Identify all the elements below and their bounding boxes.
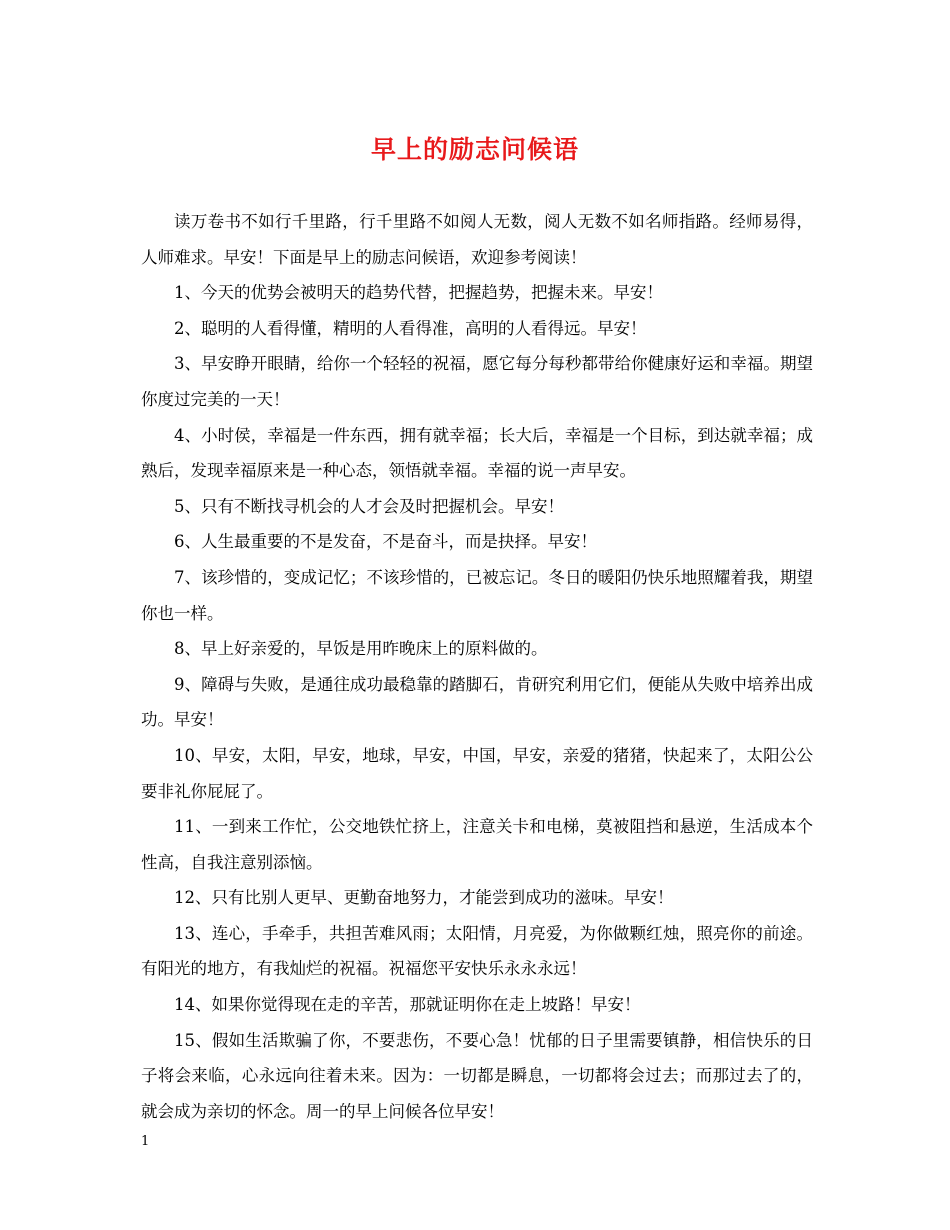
greeting-item-9: 9、障碍与失败，是通往成功最稳靠的踏脚石，肯研究利用它们，便能从失败中培养出成功。早安！ (141, 674, 813, 730)
greeting-item-4: 4、小时侯，幸福是一件东西，拥有就幸福；长大后，幸福是一个目标，到达就幸福；成熟后，发现幸福原来是一种心态，领悟就幸福。幸福的说一声早安。 (141, 425, 813, 481)
greeting-item-13: 13、连心，手牵手，共担苦难风雨；太阳情，月亮爱，为你做颗红烛，照亮你的前途。有阳光的地方，有我灿烂的祝福。祝福您平安快乐永永永远！ (141, 923, 813, 979)
greeting-item-8: 8、早上好亲爱的，早饭是用昨晚床上的原料做的。 (174, 639, 548, 659)
greeting-item-7: 7、该珍惜的，变成记忆；不该珍惜的，已被忘记。冬日的暖阳仍快乐地照耀着我，期望你也一样。 (141, 567, 813, 623)
greeting-item-6: 6、人生最重要的不是发奋，不是奋斗，而是抉择。早安！ (174, 532, 597, 552)
greeting-item-14: 14、如果你觉得现在走的辛苦，那就证明你在走上坡路！早安！ (174, 995, 641, 1015)
intro-paragraph: 读万卷书不如行千里路，行千里路不如阅人无数，阅人无数不如名师指路。经师易得，人师难求。早安！下面是早上的励志问候语，欢迎参考阅读！ (141, 212, 813, 267)
document-body (141, 204, 813, 1129)
greeting-item-3: 3、早安睁开眼睛，给你一个轻轻的祝福，愿它每分每秒都带给你健康好运和幸福。期望你度过完美的一天！ (141, 354, 813, 409)
greeting-item-1: 1、今天的优势会被明天的趋势代替，把握趋势，把握未来。早安！ (174, 283, 663, 303)
greeting-item-12: 12、只有比别人更早、更勤奋地努力，才能尝到成功的滋味。早安！ (174, 888, 674, 908)
greeting-item-11: 11、一到来工作忙，公交地铁忙挤上，注意关卡和电梯，莫被阻挡和悬逆，生活成本个性高，自我注意别添恼。 (141, 817, 813, 872)
greeting-item-15: 15、假如生活欺骗了你，不要悲伤，不要心急！忧郁的日子里需要镇静，相信快乐的日子将会来临，心永远向往着未来。因为：一切都是瞬息，一切都将会过去；而那过去了的，就会成为亲切的怀念。周一的早上问候各位早安！ (141, 1030, 813, 1121)
greeting-item-10: 10、早安，太阳，早安，地球，早安，中国，早安，亲爱的猪猪，快起来了，太阳公公要非礼你屁屁了。 (141, 745, 813, 801)
greeting-item-2: 2、聪明的人看得懂，精明的人看得准，高明的人看得远。早安！ (174, 318, 647, 338)
greeting-item-5: 5、只有不断找寻机会的人才会及时把握机会。早安！ (174, 496, 564, 516)
page-number: 1 (141, 1134, 150, 1149)
document-title: 早上的励志问候语 (370, 135, 579, 164)
